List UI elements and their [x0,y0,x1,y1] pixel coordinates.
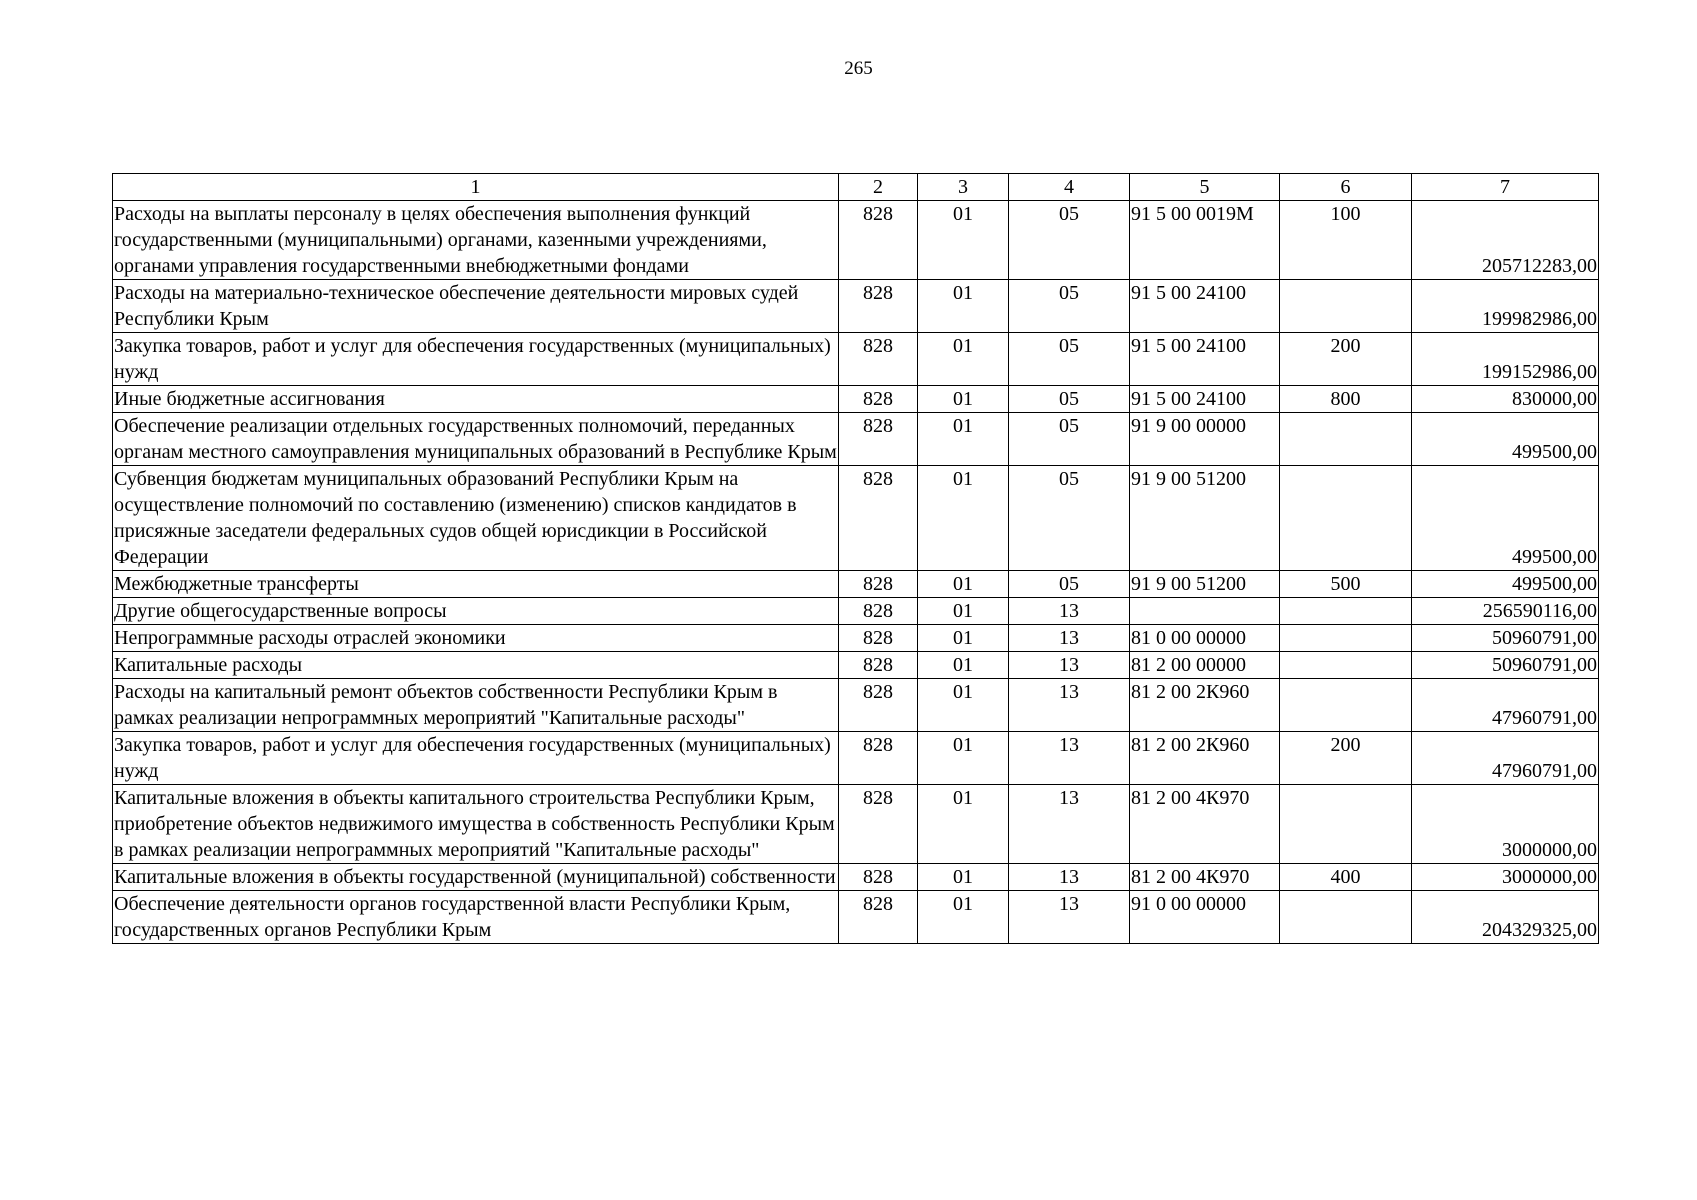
row-subsection-cell: 13 [1009,732,1130,785]
row-subsection-cell: 05 [1009,413,1130,466]
row-amount-cell: 50960791,00 [1412,652,1599,679]
row-name-cell: Обеспечение реализации отдельных государственных полномочий, переданных органам местного самоуправления муниципальных образований в Республике Крым [113,413,839,466]
row-expense-type-cell [1280,280,1412,333]
row-subsection-cell: 05 [1009,201,1130,280]
row-grbs-cell: 828 [839,571,918,598]
row-name-cell: Обеспечение деятельности органов государственной власти Республики Крым, государственных органов Республики Крым [113,891,839,944]
table-row [113,625,1599,652]
row-expense-type-cell: 200 [1280,732,1412,785]
row-section-cell: 01 [918,652,1009,679]
row-name-cell: Капитальные вложения в объекты капитального строительства Республики Крым, приобретение объектов недвижимого имущества в собственность Республики Крым в рамках реализации непрограммных мероприятий "Капитальные расходы" [113,785,839,864]
row-subsection-cell: 13 [1009,625,1130,652]
row-subsection-cell: 13 [1009,598,1130,625]
row-target-article-cell: 91 5 00 24100 [1130,333,1280,386]
row-section-cell: 01 [918,625,1009,652]
row-section-cell: 01 [918,466,1009,571]
column-header: 7 [1412,174,1599,201]
row-subsection-cell: 13 [1009,679,1130,732]
row-section-cell: 01 [918,785,1009,864]
row-subsection-cell: 13 [1009,785,1130,864]
row-expense-type-cell: 200 [1280,333,1412,386]
table-row [113,652,1599,679]
row-name-cell: Другие общегосударственные вопросы [113,598,839,625]
row-grbs-cell: 828 [839,625,918,652]
row-section-cell: 01 [918,333,1009,386]
row-subsection-cell: 13 [1009,864,1130,891]
row-grbs-cell: 828 [839,598,918,625]
row-name-cell: Межбюджетные трансферты [113,571,839,598]
column-header: 5 [1130,174,1280,201]
row-section-cell: 01 [918,386,1009,413]
row-target-article-cell: 91 9 00 00000 [1130,413,1280,466]
table-row [113,864,1599,891]
row-section-cell: 01 [918,679,1009,732]
row-amount-cell: 47960791,00 [1412,679,1599,732]
table-row [113,466,1599,571]
row-subsection-cell: 05 [1009,386,1130,413]
row-grbs-cell: 828 [839,732,918,785]
table-row [113,280,1599,333]
row-section-cell: 01 [918,598,1009,625]
budget-table [112,173,1599,944]
row-target-article-cell: 91 9 00 51200 [1130,466,1280,571]
row-subsection-cell: 13 [1009,652,1130,679]
row-subsection-cell: 05 [1009,571,1130,598]
row-subsection-cell: 05 [1009,466,1130,571]
row-name-cell: Расходы на материально-техническое обеспечение деятельности мировых судей Республики Крым [113,280,839,333]
table-row [113,333,1599,386]
row-expense-type-cell [1280,466,1412,571]
table-row [113,785,1599,864]
row-target-article-cell: 91 0 00 00000 [1130,891,1280,944]
row-grbs-cell: 828 [839,201,918,280]
row-section-cell: 01 [918,201,1009,280]
row-amount-cell: 499500,00 [1412,466,1599,571]
row-section-cell: 01 [918,864,1009,891]
row-amount-cell: 50960791,00 [1412,625,1599,652]
column-header: 1 [113,174,839,201]
column-header: 6 [1280,174,1412,201]
row-target-article-cell: 91 5 00 24100 [1130,280,1280,333]
row-expense-type-cell: 500 [1280,571,1412,598]
row-expense-type-cell [1280,413,1412,466]
row-target-article-cell: 91 5 00 24100 [1130,386,1280,413]
table-row [113,679,1599,732]
row-target-article-cell: 81 2 00 00000 [1130,652,1280,679]
row-grbs-cell: 828 [839,413,918,466]
row-name-cell: Капитальные вложения в объекты государственной (муниципальной) собственности [113,864,839,891]
row-section-cell: 01 [918,280,1009,333]
row-amount-cell: 830000,00 [1412,386,1599,413]
row-target-article-cell: 81 2 00 2К960 [1130,679,1280,732]
row-amount-cell: 3000000,00 [1412,785,1599,864]
row-target-article-cell [1130,598,1280,625]
row-name-cell: Субвенция бюджетам муниципальных образований Республики Крым на осуществление полномочий по составлению (изменению) списков кандидатов в присяжные заседатели федеральных судов общей юрисдикции в Российской Федерации [113,466,839,571]
column-header: 4 [1009,174,1130,201]
row-grbs-cell: 828 [839,386,918,413]
row-expense-type-cell [1280,679,1412,732]
row-amount-cell: 499500,00 [1412,413,1599,466]
row-amount-cell: 199982986,00 [1412,280,1599,333]
row-expense-type-cell: 400 [1280,864,1412,891]
row-grbs-cell: 828 [839,280,918,333]
row-grbs-cell: 828 [839,466,918,571]
row-name-cell: Расходы на выплаты персоналу в целях обеспечения выполнения функций государственными (муниципальными) органами, казенными учреждениями, органами управления государственными внебюджетными фондами [113,201,839,280]
row-section-cell: 01 [918,732,1009,785]
row-amount-cell: 47960791,00 [1412,732,1599,785]
table-row [113,571,1599,598]
row-target-article-cell: 91 5 00 0019М [1130,201,1280,280]
row-target-article-cell: 81 2 00 4К970 [1130,864,1280,891]
row-amount-cell: 256590116,00 [1412,598,1599,625]
row-expense-type-cell [1280,598,1412,625]
column-header: 3 [918,174,1009,201]
table-row [113,413,1599,466]
column-header: 2 [839,174,918,201]
table-row [113,386,1599,413]
row-name-cell: Закупка товаров, работ и услуг для обеспечения государственных (муниципальных) нужд [113,732,839,785]
row-target-article-cell: 91 9 00 51200 [1130,571,1280,598]
row-subsection-cell: 05 [1009,333,1130,386]
row-amount-cell: 199152986,00 [1412,333,1599,386]
row-grbs-cell: 828 [839,652,918,679]
table-body [113,174,1599,944]
row-name-cell: Непрограммные расходы отраслей экономики [113,625,839,652]
row-target-article-cell: 81 0 00 00000 [1130,625,1280,652]
row-amount-cell: 205712283,00 [1412,201,1599,280]
page-number: 265 [844,58,873,79]
row-subsection-cell: 13 [1009,891,1130,944]
row-name-cell: Иные бюджетные ассигнования [113,386,839,413]
row-expense-type-cell [1280,652,1412,679]
row-grbs-cell: 828 [839,785,918,864]
row-name-cell: Закупка товаров, работ и услуг для обеспечения государственных (муниципальных) нужд [113,333,839,386]
table-row [113,891,1599,944]
row-section-cell: 01 [918,571,1009,598]
row-name-cell: Расходы на капитальный ремонт объектов собственности Республики Крым в рамках реализации непрограммных мероприятий "Капитальные расходы" [113,679,839,732]
row-expense-type-cell [1280,625,1412,652]
row-amount-cell: 499500,00 [1412,571,1599,598]
row-subsection-cell: 05 [1009,280,1130,333]
table-row [113,598,1599,625]
row-expense-type-cell [1280,891,1412,944]
row-target-article-cell: 81 2 00 2К960 [1130,732,1280,785]
header-row [113,174,1599,201]
row-section-cell: 01 [918,891,1009,944]
row-section-cell: 01 [918,413,1009,466]
table-row [113,201,1599,280]
row-expense-type-cell: 800 [1280,386,1412,413]
row-target-article-cell: 81 2 00 4К970 [1130,785,1280,864]
row-amount-cell: 3000000,00 [1412,864,1599,891]
row-expense-type-cell: 100 [1280,201,1412,280]
row-grbs-cell: 828 [839,679,918,732]
row-amount-cell: 204329325,00 [1412,891,1599,944]
row-name-cell: Капитальные расходы [113,652,839,679]
row-grbs-cell: 828 [839,333,918,386]
row-expense-type-cell [1280,785,1412,864]
table-row [113,732,1599,785]
row-grbs-cell: 828 [839,891,918,944]
row-grbs-cell: 828 [839,864,918,891]
